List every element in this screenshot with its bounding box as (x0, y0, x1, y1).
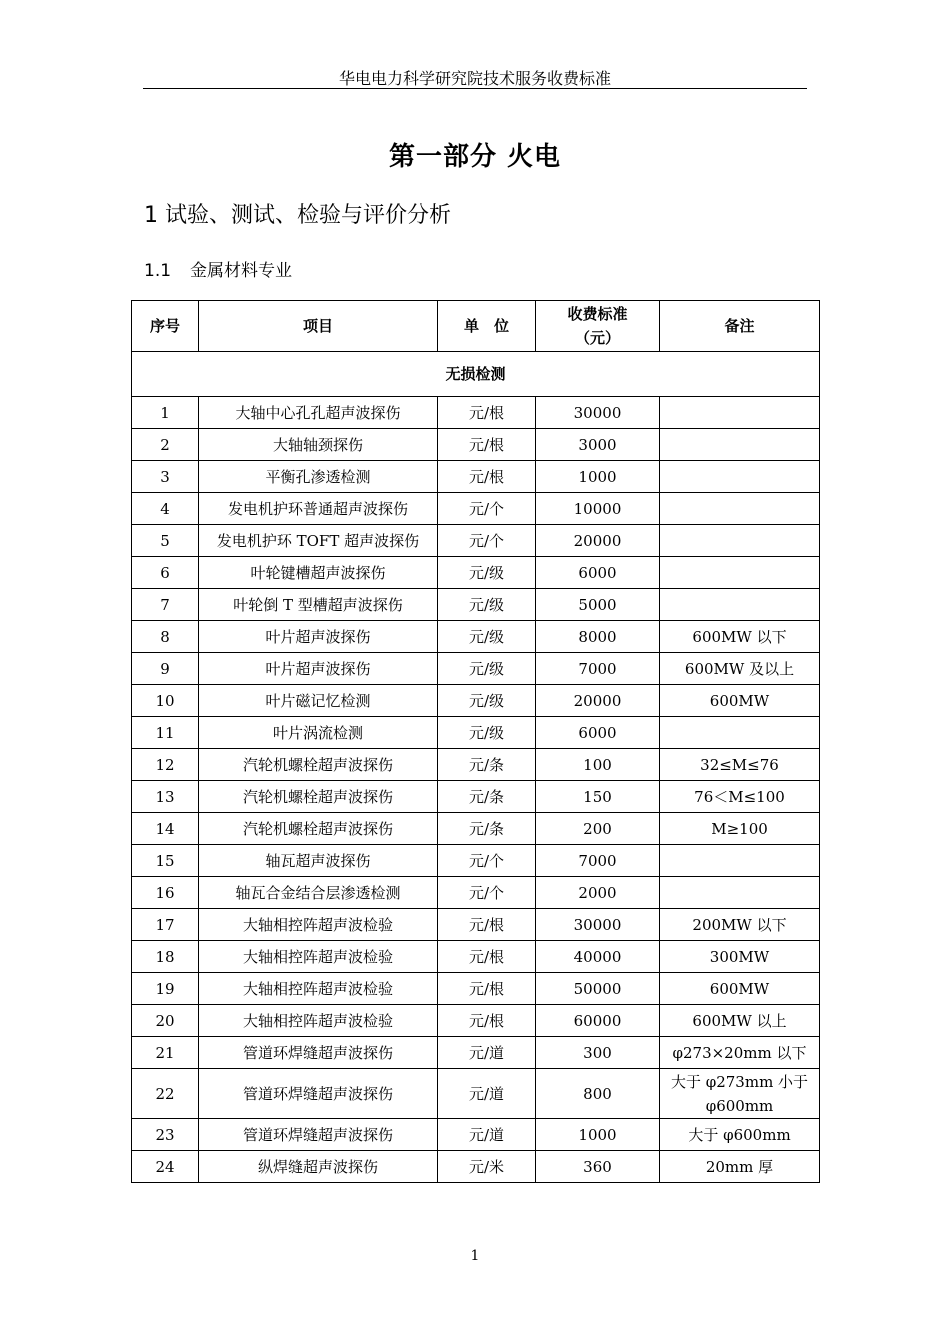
cell-unit: 元/个 (438, 525, 536, 557)
header-remark: 备注 (660, 301, 820, 352)
table-row (132, 941, 820, 973)
cell-fee: 1000 (536, 461, 660, 493)
section-title: 1 试验、测试、检验与评价分析 (144, 203, 451, 228)
cell-seq: 22 (132, 1069, 199, 1119)
table-row (132, 845, 820, 877)
subsection-title: 金属材料专业 (190, 261, 292, 281)
cell-seq: 15 (132, 845, 199, 877)
cell-remark: 600MW (660, 973, 820, 1005)
group-row (132, 352, 820, 397)
cell-remark: 32≤M≤76 (660, 749, 820, 781)
cell-item: 叶轮键槽超声波探伤 (199, 557, 438, 589)
cell-item: 叶片超声波探伤 (199, 621, 438, 653)
table-row (132, 1151, 820, 1183)
cell-remark (660, 493, 820, 525)
cell-unit: 元/级 (438, 653, 536, 685)
cell-fee: 50000 (536, 973, 660, 1005)
cell-unit: 元/道 (438, 1119, 536, 1151)
cell-unit: 元/根 (438, 461, 536, 493)
cell-remark (660, 589, 820, 621)
cell-unit: 元/级 (438, 685, 536, 717)
table-row (132, 397, 820, 429)
cell-remark: 大于 φ600mm (660, 1119, 820, 1151)
table-row (132, 1069, 820, 1119)
table-row (132, 717, 820, 749)
cell-seq: 13 (132, 781, 199, 813)
cell-remark: 大于 φ273mm 小于 φ600mm (660, 1069, 820, 1119)
cell-remark (660, 845, 820, 877)
cell-unit: 元/道 (438, 1037, 536, 1069)
cell-seq: 14 (132, 813, 199, 845)
cell-fee: 6000 (536, 557, 660, 589)
cell-item: 管道环焊缝超声波探伤 (199, 1069, 438, 1119)
header-item: 项目 (199, 301, 438, 352)
cell-fee: 20000 (536, 525, 660, 557)
cell-remark (660, 557, 820, 589)
cell-fee: 300 (536, 1037, 660, 1069)
cell-fee: 10000 (536, 493, 660, 525)
cell-remark (660, 877, 820, 909)
cell-remark: 300MW (660, 941, 820, 973)
cell-remark: 600MW 以下 (660, 621, 820, 653)
cell-unit: 元/级 (438, 717, 536, 749)
cell-remark: 76＜M≤100 (660, 781, 820, 813)
cell-item: 轴瓦合金结合层渗透检测 (199, 877, 438, 909)
cell-item: 叶轮倒 T 型槽超声波探伤 (199, 589, 438, 621)
page-header-title: 华电电力科学研究院技术服务收费标准 (338, 69, 611, 88)
cell-fee: 20000 (536, 685, 660, 717)
fee-table (131, 300, 820, 1183)
cell-seq: 4 (132, 493, 199, 525)
table-row (132, 589, 820, 621)
cell-fee: 360 (536, 1151, 660, 1183)
cell-seq: 24 (132, 1151, 199, 1183)
cell-seq: 16 (132, 877, 199, 909)
cell-item: 发电机护环普通超声波探伤 (199, 493, 438, 525)
cell-seq: 1 (132, 397, 199, 429)
cell-remark: 600MW 以上 (660, 1005, 820, 1037)
cell-unit: 元/条 (438, 813, 536, 845)
table-row (132, 461, 820, 493)
cell-item: 轴瓦超声波探伤 (199, 845, 438, 877)
cell-unit: 元/级 (438, 589, 536, 621)
cell-seq: 6 (132, 557, 199, 589)
cell-fee: 5000 (536, 589, 660, 621)
cell-unit: 元/级 (438, 621, 536, 653)
cell-fee: 7000 (536, 653, 660, 685)
cell-unit: 元/根 (438, 973, 536, 1005)
cell-unit: 元/条 (438, 781, 536, 813)
cell-item: 大轴相控阵超声波检验 (199, 973, 438, 1005)
cell-item: 管道环焊缝超声波探伤 (199, 1037, 438, 1069)
cell-seq: 9 (132, 653, 199, 685)
cell-remark: M≥100 (660, 813, 820, 845)
cell-item: 大轴相控阵超声波检验 (199, 909, 438, 941)
table-row (132, 781, 820, 813)
cell-seq: 21 (132, 1037, 199, 1069)
cell-unit: 元/根 (438, 429, 536, 461)
header-unit: 单 位 (438, 301, 536, 352)
table-row (132, 909, 820, 941)
cell-unit: 元/根 (438, 397, 536, 429)
cell-unit: 元/个 (438, 845, 536, 877)
header-fee-line1: 收费标准 (567, 305, 628, 323)
cell-remark (660, 461, 820, 493)
table-row (132, 1119, 820, 1151)
table-header-row (132, 301, 820, 352)
cell-unit: 元/根 (438, 909, 536, 941)
cell-seq: 20 (132, 1005, 199, 1037)
cell-unit: 元/米 (438, 1151, 536, 1183)
cell-seq: 8 (132, 621, 199, 653)
cell-unit: 元/道 (438, 1069, 536, 1119)
cell-remark: 200MW 以下 (660, 909, 820, 941)
table-row (132, 557, 820, 589)
cell-item: 发电机护环 TOFT 超声波探伤 (199, 525, 438, 557)
cell-fee: 2000 (536, 877, 660, 909)
cell-seq: 17 (132, 909, 199, 941)
cell-fee: 100 (536, 749, 660, 781)
cell-seq: 23 (132, 1119, 199, 1151)
cell-unit: 元/根 (438, 941, 536, 973)
cell-item: 管道环焊缝超声波探伤 (199, 1119, 438, 1151)
table-row (132, 621, 820, 653)
table-row (132, 525, 820, 557)
cell-fee: 150 (536, 781, 660, 813)
cell-item: 汽轮机螺栓超声波探伤 (199, 749, 438, 781)
cell-remark: 600MW (660, 685, 820, 717)
table-row (132, 653, 820, 685)
header-fee (536, 301, 660, 352)
cell-item: 汽轮机螺栓超声波探伤 (199, 813, 438, 845)
table-row (132, 429, 820, 461)
cell-fee: 7000 (536, 845, 660, 877)
cell-fee: 200 (536, 813, 660, 845)
cell-item: 大轴轴颈探伤 (199, 429, 438, 461)
table-row (132, 749, 820, 781)
cell-unit: 元/个 (438, 493, 536, 525)
cell-seq: 3 (132, 461, 199, 493)
cell-remark: 600MW 及以上 (660, 653, 820, 685)
cell-seq: 7 (132, 589, 199, 621)
cell-seq: 5 (132, 525, 199, 557)
table-row (132, 1005, 820, 1037)
table-row (132, 877, 820, 909)
cell-unit: 元/个 (438, 877, 536, 909)
cell-item: 平衡孔渗透检测 (199, 461, 438, 493)
cell-seq: 10 (132, 685, 199, 717)
table-row (132, 685, 820, 717)
group-title: 无损检测 (132, 352, 820, 397)
table-row (132, 973, 820, 1005)
cell-item: 叶片磁记忆检测 (199, 685, 438, 717)
cell-remark (660, 717, 820, 749)
cell-item: 大轴相控阵超声波检验 (199, 941, 438, 973)
page-number: 1 (470, 1248, 480, 1264)
header-seq: 序号 (132, 301, 199, 352)
cell-seq: 2 (132, 429, 199, 461)
table-row (132, 1037, 820, 1069)
cell-item: 纵焊缝超声波探伤 (199, 1151, 438, 1183)
header-divider (143, 88, 807, 89)
cell-seq: 12 (132, 749, 199, 781)
subsection-number: 1.1 (144, 261, 172, 281)
cell-item: 汽轮机螺栓超声波探伤 (199, 781, 438, 813)
cell-item: 叶片超声波探伤 (199, 653, 438, 685)
cell-fee: 6000 (536, 717, 660, 749)
table-row (132, 813, 820, 845)
cell-remark (660, 429, 820, 461)
cell-item: 大轴相控阵超声波检验 (199, 1005, 438, 1037)
cell-fee: 60000 (536, 1005, 660, 1037)
cell-seq: 11 (132, 717, 199, 749)
cell-seq: 18 (132, 941, 199, 973)
cell-unit: 元/条 (438, 749, 536, 781)
table-row (132, 493, 820, 525)
cell-remark: φ273×20mm 以下 (660, 1037, 820, 1069)
cell-item: 大轴中心孔孔超声波探伤 (199, 397, 438, 429)
cell-seq: 19 (132, 973, 199, 1005)
part-title: 第一部分 火电 (388, 142, 562, 172)
cell-item: 叶片涡流检测 (199, 717, 438, 749)
cell-fee: 30000 (536, 397, 660, 429)
cell-remark: 20mm 厚 (660, 1151, 820, 1183)
cell-unit: 元/根 (438, 1005, 536, 1037)
cell-fee: 3000 (536, 429, 660, 461)
cell-fee: 30000 (536, 909, 660, 941)
cell-remark (660, 525, 820, 557)
cell-fee: 800 (536, 1069, 660, 1119)
header-fee-line2: （元） (574, 329, 620, 347)
cell-fee: 1000 (536, 1119, 660, 1151)
cell-unit: 元/级 (438, 557, 536, 589)
cell-fee: 8000 (536, 621, 660, 653)
cell-fee: 40000 (536, 941, 660, 973)
cell-remark (660, 397, 820, 429)
subsection-heading (144, 256, 292, 281)
